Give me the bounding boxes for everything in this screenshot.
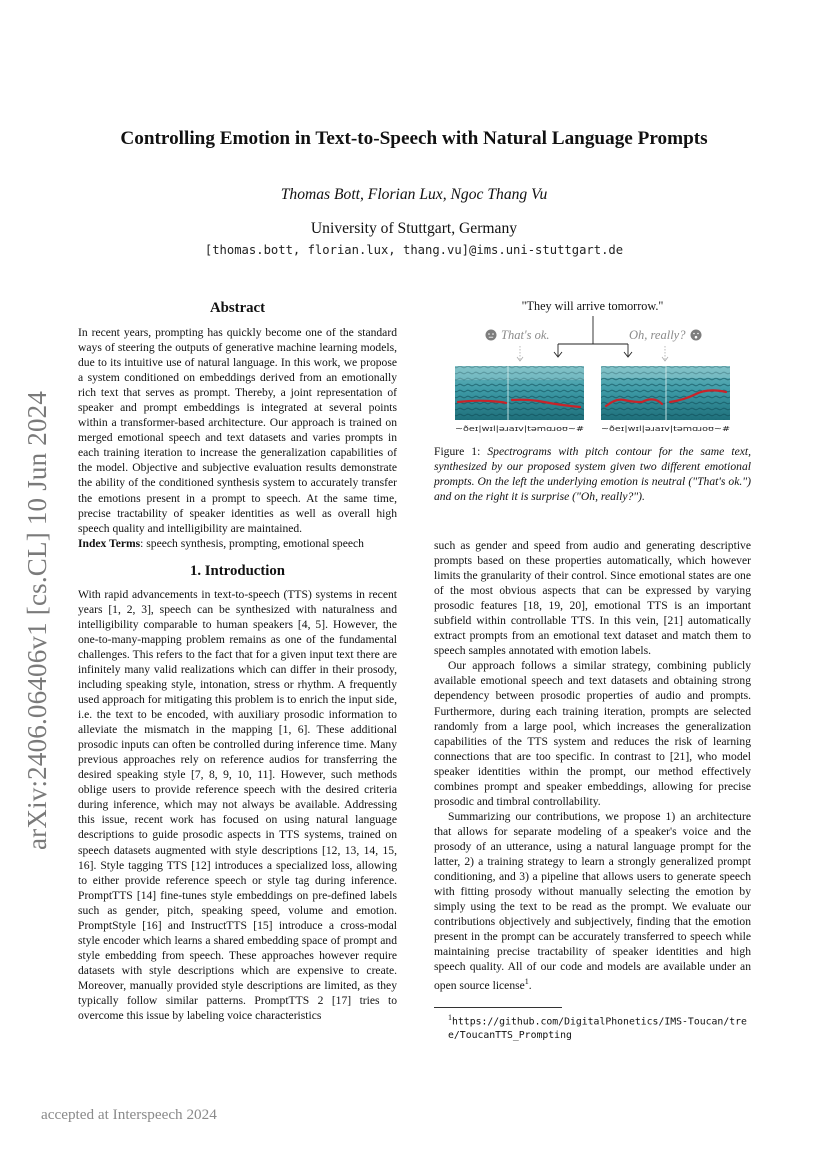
arxiv-id-text: arXiv:2406.06406v1 [cs.CL] 10 Jun 2024 — [22, 390, 52, 850]
footnote-rule — [434, 1007, 562, 1008]
right-column — [434, 538, 751, 1042]
figure-tree-lines — [554, 316, 632, 357]
abstract-text: In recent years, prompting has quickly become one of the standard ways of steering the outputs of generative machine learning models, due to its intuitive use of natural language. In this work, we propose a system conditioned on embeddings derived from an emotionally rich text that serves as prompt. Thereby, a joint representation of speaker and prompt embeddings is integrated at several points within a transformer-based architecture. Our approach is trained on merged emotional speech and text datasets and varies prompts in each training iteration to increase the generalization capabilities of the model. Objective and subjective evaluation results demonstrate the ability of the conditioned synthesis system to accurately transfer the emotions present in a prompt to speech. At the same time, precise tractability of speaker identities as well as overall high speech quality and intelligibility are maintained. — [78, 326, 397, 535]
right-prompt-text: Oh, really? — [629, 328, 686, 342]
index-terms-label: Index Terms — [78, 536, 141, 550]
bottom-note: accepted at Interspeech 2024 — [41, 1106, 217, 1123]
footnote — [434, 1011, 751, 1041]
figure-caption — [434, 444, 751, 504]
left-spectrogram — [455, 366, 584, 420]
left-phonemes: ~ðeɪ|wɪl|əɹaɪv|təmɑɹoʊ~# — [455, 424, 584, 433]
left-prompt-group — [486, 328, 550, 361]
footnote-link[interactable]: https://github.com/DigitalPhonetics/IMS-Toucan/tree/ToucanTTS_Prompting — [448, 1016, 747, 1041]
paper-title: Controlling Emotion in Text-to-Speech with Natural Language Prompts — [120, 128, 708, 149]
paper-affiliation: University of Stuttgart, Germany — [310, 220, 518, 237]
paper-email: [thomas.bott, florian.lux, thang.vu]@ims.uni-stuttgart.de — [204, 243, 624, 257]
right-paragraph-1: such as gender and speed from audio and generating descriptive prompts based on these properties automatically, which however limits the granularity of their control. Since emotional states are one of the most obvious aspects that can be expressed by varying prosodic features [18, 19, 20], emotional TTS is an important subfield within controllable TTS. In this vein, [21] automatically extract prompts from an emotional text dataset and match them to speech samples annotated with emotion labels. — [434, 539, 751, 658]
right-paragraph-3-text: Summarizing our contributions, we propose 1) an architecture that allows for separate modeling of a speaker's voice and the prosody of an utterance, using a natural language prompt for the latter, 2) a training strategy to learn a strongly generalized prompt conditioning, and 3) a pipeline that allows users to generate speech with fitting prosody without manually selecting the emotion by simply using the text to be read as the prompt. We evaluate our contributions objectively and subjectively, finding that the emotion present in the prompt can be accurately transferred to speech while maintaining precise tractability of speaker identities and high speech quality. All of our code and models are available under an open source license — [434, 809, 751, 993]
footnote-mark: 1 — [448, 1013, 452, 1023]
figure-caption-label: Figure 1: — [434, 445, 481, 458]
left-column — [78, 298, 397, 1023]
right-spectrogram — [601, 366, 730, 420]
paper-authors: Thomas Bott, Florian Lux, Ngoc Thang Vu — [280, 186, 548, 203]
surprised-face-icon — [691, 330, 702, 341]
left-prompt-text: That's ok. — [501, 328, 550, 342]
abstract-heading: Abstract — [209, 300, 266, 316]
footnote-mark-inline: 1 — [524, 977, 529, 987]
figure-sentence: "They will arrive tomorrow." — [521, 299, 664, 313]
introduction-heading: 1. Introduction — [189, 562, 286, 579]
right-phonemes: ~ðeɪ|wɪl|əɹaɪv|təmɑɹoʊ~# — [601, 424, 730, 433]
neutral-face-icon — [486, 330, 497, 341]
right-prompt-group — [629, 328, 702, 361]
right-paragraph-3-end: . — [528, 979, 532, 993]
figure-1 — [434, 298, 751, 504]
figure-spectrograms — [434, 316, 751, 438]
introduction-text: With rapid advancements in text-to-speech (TTS) systems in recent years [1, 2, 3], speech can be synthesized with naturalness and intelligibility comparable to human speakers [4, 5]. However, the one-to-many-mapping problem remains as one of the fundamental challenges. This refers to the fact that for a given input text there are infinitely many valid realizations which can differ in their prosody, including speaking style, intonation, stress or rhythm. A frequently used approach for mitigating this problem is to enrich the input side, i.e. the text to be encoded, with auxiliary prosodic information to alleviate the mismatch in the mapping [1, 6]. These additional prosodic inputs can often be controlled during inference time. Many previous approaches rely on reference audios for transferring the desired speaking style [7, 8, 9, 10, 11]. However, such methods oblige users to provide reference speech with the desired criteria during inference, which may not always be available. Addressing this issue, recent work has focused on using natural language descriptions to guide prosodic aspects in TTS systems, trained on speech datasets augmented with style descriptions [12, 13, 14, 15, 16]. Style tagging TTS [12] introduces a specialized loss, allowing to either provide reference speech or style tag during inference. PromptTTS [14] fine-tunes style embeddings on pre-defined labels such as gender, pitch, speaking speed, volume and emotion. PromptStyle [16] and InstructTTS [15] introduce a cross-modal style encoder which learns a shared embedding space of prompt and style embedding from speech. These approaches however require datasets with style descriptions which are expensive to create. Moreover, manually provided style descriptions are limited, as they typically follow similar patterns. PromptTTS 2 [17] tries to overcome this issue by labeling voice characteristics — [78, 587, 397, 1023]
figure-caption-text: Spectrograms with pitch contour for the same text, synthesized by our proposed system given two different emotional prompts. On the left the underlying emotion is neutral ("That's ok.") and on the right it is surprise ("Oh, really?"). — [434, 445, 751, 504]
right-paragraph-3 — [434, 809, 751, 993]
index-terms — [78, 536, 397, 551]
right-paragraph-2: Our approach follows a similar strategy, combining publicly available emotional speech and text datasets and obtaining strong dependency between prosodic properties of audio and prompts. Furthermore, during each training iteration, prompts are selected randomly from a large pool, which increases the generalization capabilities of the TTS system and reduces the risk of learning connections that are too specific. In contrast to [21], who model speaker identities within the prompt, our method effectively combines prompt and speaker embeddings, allowing for precise prosodic and timbral controllability. — [434, 659, 751, 808]
index-terms-text: : speech synthesis, prompting, emotional speech — [140, 536, 364, 550]
